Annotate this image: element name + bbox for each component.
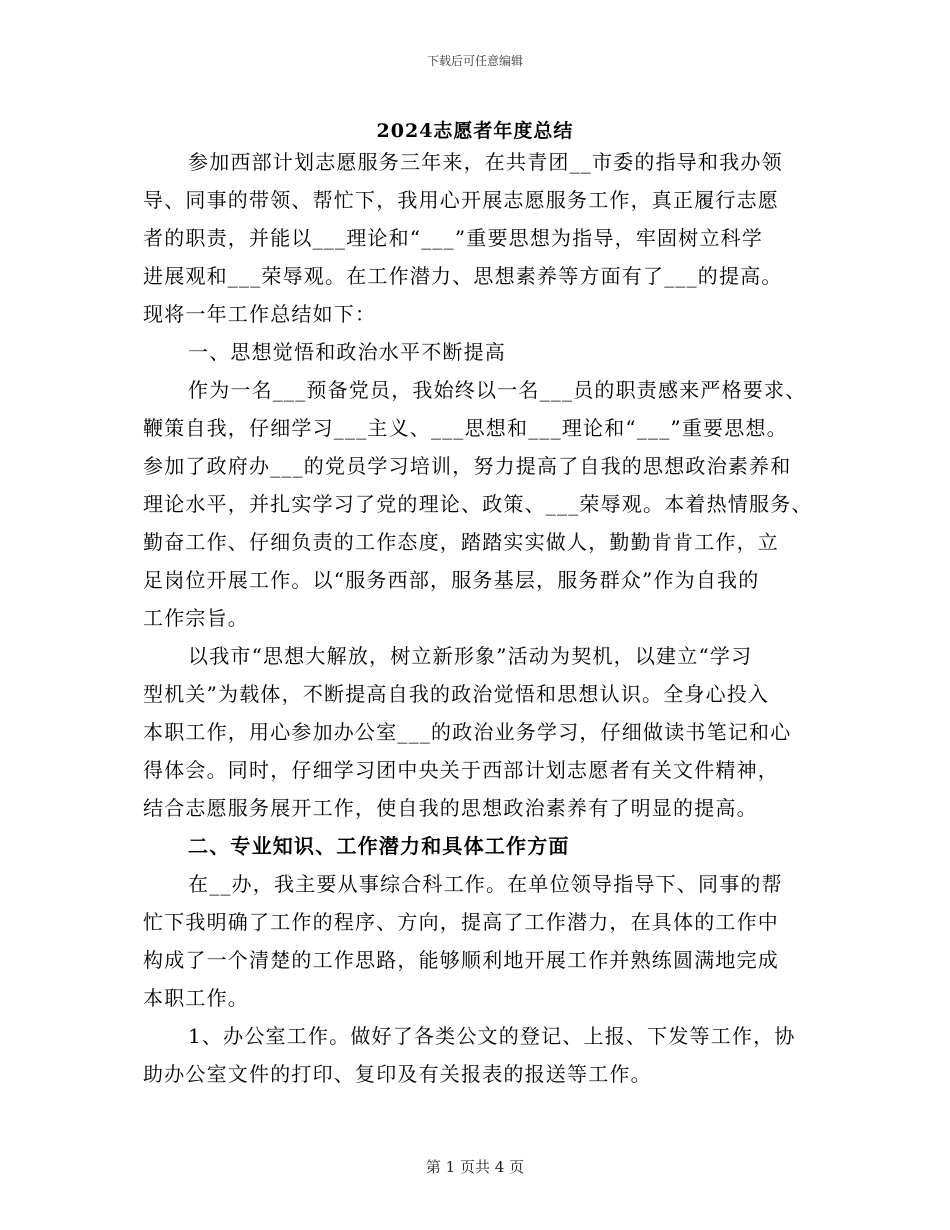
section-heading-2: 二、专业知识、工作潜力和具体工作方面 xyxy=(188,834,570,858)
body-line: 结合志愿服务展开工作，使自我的思想政治素养有了明显的提高。 xyxy=(143,796,758,820)
body-line: 本职工作。 xyxy=(143,986,249,1010)
body-line: 鞭策自我，仔细学习___主义、___思想和___理论和“___”重要思想。 xyxy=(143,416,788,440)
body-line: 1、办公室工作。做好了各类公文的登记、上报、下发等工作，协 xyxy=(188,1024,796,1048)
body-line: 理论水平，并扎实学习了党的理论、政策、___荣辱观。本着热情服务、 xyxy=(143,492,813,516)
body-line: 进展观和___荣辱观。在工作潜力、思想素养等方面有了___的提高。 xyxy=(143,264,783,288)
page-header-note: 下载后可任意编辑 xyxy=(426,54,523,68)
body-line: 作为一名___预备党员，我始终以一名___员的职责感来严格要求、 xyxy=(188,378,807,402)
section-heading-1: 一、思想觉悟和政治水平不断提高 xyxy=(188,340,506,364)
body-line: 以我市“思想大解放，树立新形象”活动为契机，以建立“学习 xyxy=(188,644,753,668)
body-line: 型机关”为载体，不断提高自我的政治觉悟和思想认识。全身心投入 xyxy=(143,682,770,706)
body-line: 勤奋工作、仔细负责的工作态度，踏踏实实做人，勤勤肯肯工作，立 xyxy=(143,530,779,554)
body-line: 参加了政府办___的党员学习培训，努力提高了自我的思想政治素养和 xyxy=(143,454,792,478)
body-line: 在__办，我主要从事综合科工作。在单位领导指导下、同事的帮 xyxy=(188,872,783,896)
body-line: 现将一年工作总结如下： xyxy=(143,302,377,326)
body-line: 工作宗旨。 xyxy=(143,606,249,630)
page-number: 第 1 页共 4 页 xyxy=(425,1158,525,1176)
body-line: 得体会。同时，仔细学习团中央关于西部计划志愿者有关文件精神， xyxy=(143,758,779,782)
body-line: 参加西部计划志愿服务三年来，在共青团__市委的指导和我办领 xyxy=(188,150,783,174)
body-line: 者的职责，并能以___理论和“___”重要思想为指导，牢固树立科学 xyxy=(143,226,764,250)
body-line: 构成了一个清楚的工作思路，能够顺利地开展工作并熟练圆满地完成 xyxy=(143,948,779,972)
body-line: 导、同事的带领、帮忙下，我用心开展志愿服务工作，真正履行志愿 xyxy=(143,188,779,212)
body-line: 忙下我明确了工作的程序、方向，提高了工作潜力，在具体的工作中 xyxy=(143,910,779,934)
body-line: 助办公室文件的打印、复印及有关报表的报送等工作。 xyxy=(143,1062,652,1086)
document-title: 2024志愿者年度总结 xyxy=(376,120,574,142)
body-line: 足岗位开展工作。以“服务西部，服务基层，服务群众”作为自我的 xyxy=(143,568,760,592)
body-line: 本职工作，用心参加办公室___的政治业务学习，仔细做读书笔记和心 xyxy=(143,720,792,744)
